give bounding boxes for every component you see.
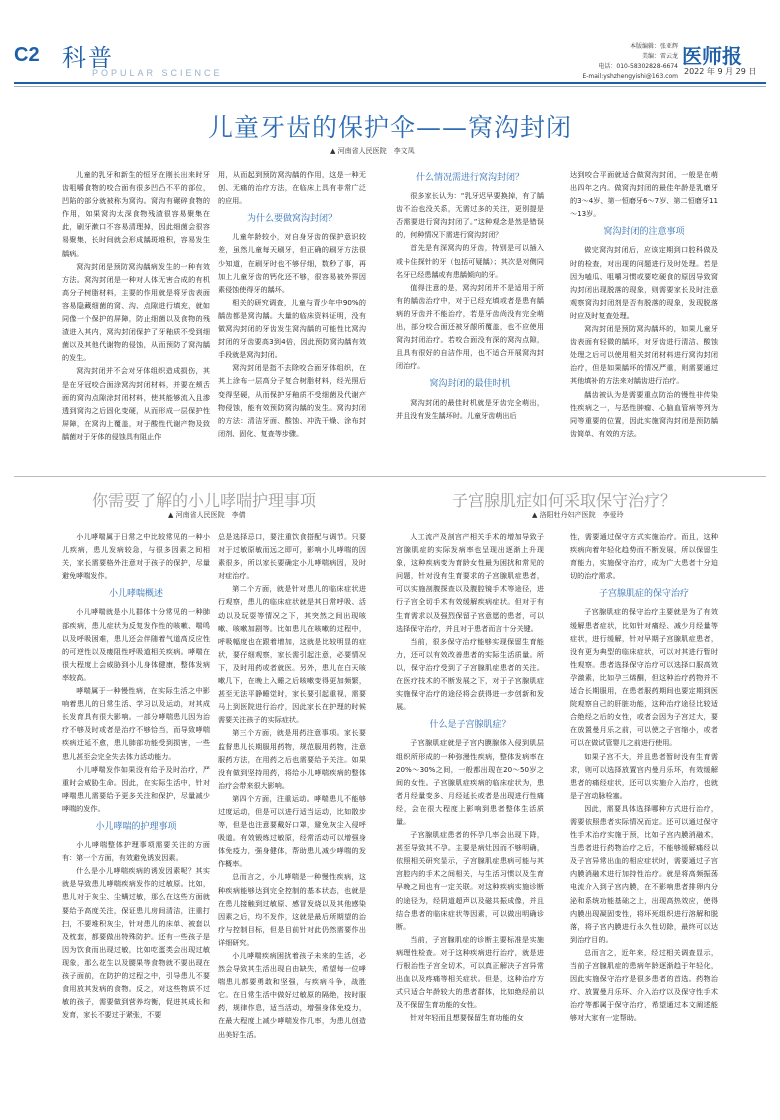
paragraph: 首先是有深窝沟的牙齿，特别是可以插入或卡住探针的牙（包括可疑龋）；其次是对侧同名牙已经患龋或有患龋倾向的牙。 xyxy=(396,243,544,279)
issue-date: 2022 年 9 月 29 日 xyxy=(684,67,757,76)
paragraph: 很多家长认为：“乳牙迟早要换掉，有了龋齿不治也没关系，无需过多的关注，更别提是否需要进行窝沟封闭了。”这种观念是然是错误的，何种情况下需进行窝沟封闭？ xyxy=(396,191,544,240)
paragraph: 值得注意的是，窝沟封闭并不是适用于所有的龋齿治疗中，对于已经充填或者是患有龋病的牙齿并不能治疗，若是牙齿尚没有完全萌出，部分咬合面还被牙龈所覆盖，也不应使用窝沟封闭治疗。若咬合面没有深的窝沟点隙，且具有很好的自洁作用，也不适合开展窝沟封闭治疗。 xyxy=(396,282,544,371)
subheading: 什么情况需进行窝沟封闭？ xyxy=(415,173,524,183)
paragraph: 相关的研究调查，儿童与青少年中90%的龋齿都是窝沟龋。大量的临床资料证明，没有做窝沟封闭的牙齿发生窝沟龋的可能性比窝沟封闭的牙齿要高3到4倍，因此预防窝沟龋有效手段就是窝沟封闭。 xyxy=(218,297,366,360)
paragraph: 第三个方面，就是用药注意事项。家长要监督患儿长期服用药物，规范服用药物，注意服药方法，在用药之后也需要给予关注。如果没有做到坚持用药，将给小儿哮喘疾病的整体治疗会带来很大影响。 xyxy=(218,728,366,790)
paragraph: 达到咬合平面就适合做窝沟封闭，一般是在萌出四年之内。做窝沟封闭的最佳年龄是乳磨牙的3～4岁、第一恒磨牙6～7岁、第二恒磨牙11～13岁。 xyxy=(570,170,718,219)
article2-col1 xyxy=(62,530,210,1105)
editor: 本版编辑：张亚辉 xyxy=(629,43,678,50)
email: E-mail:yshzhengyishi@163.com xyxy=(582,73,678,80)
article3-col1 xyxy=(396,530,544,1105)
article1-title: 儿童牙齿的保护伞——窝沟封闭 xyxy=(207,113,572,142)
paragraph: 什么是小儿哮喘疾病的诱发因素呢？其实就是导致患儿哮喘疾病发作的过敏原。比如，患儿对于灰尘、尘螨过敏，那么在这些方面就要给予高度关注，保证患儿房间清洁，注重打扫，不要堆积灰尘，针对患儿的床单、被套以及枕套，都要做出特殊防护。还有一些孩子是因为饮食而出现过敏，比如吃蛋类会出现过敏现象，那么花生以及腰果等食物就不要出现在孩子面前，在防护的过程之中，引导患儿不要食用放其发病的食物。反之，对这些物质不过敏的孩子，需要做到营养均衡，促进其成长和发育，家长不要过于紧张，不要 xyxy=(62,866,210,1020)
article2-title: 你需要了解的小儿哮喘护理事项 xyxy=(92,491,317,510)
paragraph: 窝沟封闭是指不去除咬合面牙体组织，在其上涂布一层高分子复合树脂材料，经光照后变得坚硬，从而保护牙釉质不受细菌及代谢产物侵蚀，能有效预防窝沟龋的发生。窝沟封闭的方法：清洁牙面、酸蚀、冲洗干燥、涂布封闭剂、固化、复查等步骤。 xyxy=(218,363,366,438)
paragraph: 针对年轻而且想要保留生育功能的女 xyxy=(410,1013,524,1023)
paragraph: 总而言之，小儿哮喘是一种慢性疾病，这种疾病能够达到完全控制的基本状态，也就是在患儿接触到过敏原、感冒发烧以及其他感染因素之后，均不发作，这就是最后所期望的治疗与控制目标，但是目前针对此仍然需要作出详细研究。 xyxy=(218,872,366,947)
subheading: 子宫腺肌症的保守治疗 xyxy=(598,589,689,600)
article1-col3 xyxy=(396,168,544,468)
phone: 电话：010-58302828-6674 xyxy=(598,63,678,70)
subheading: 小儿哮喘概述 xyxy=(108,589,163,600)
article3-author: ▲ 洛阳牡丹妇产医院 李爱玲 xyxy=(532,511,624,519)
paragraph: 小儿哮喘属于日常之中比较常见的一种小儿疾病，患儿发病较急，与很多因素之间相关，家长需要格外注意对于孩子的保护，尽量避免哮喘发作。 xyxy=(62,532,210,581)
paragraph: 窝沟封闭是预防窝沟龋坏的，如果儿童牙齿表面有轻微的龋坏，对牙齿进行清洁、酸蚀处理之后可以使用相关封闭材料进行窝沟封闭治疗，但是如果龋坏的情况严重，则需要通过其他填补的方法来对龋齿进行治疗。 xyxy=(570,324,718,386)
subheading: 为什么要做窝沟封闭？ xyxy=(246,214,337,225)
paragraph: 子宫腺肌症患者的怀孕几率会出现下降，甚至导致其不孕。主要是病灶因而不够明确，依照相关研究显示，子宫腺肌症患病可能与其宫腔内的手术之间相关，与生活习惯以及生育早晚之间也有一定关联。对这种疾病实施诊断的途径为，经阴道超声以及磁共振成像，并且结合患者的临床症状等因素，可以做出明确诊断。 xyxy=(396,830,544,931)
paragraph: 子宫腺肌症就是子宫内膜腺体入侵到肌层组织所形成的一种弥漫性疾病，整体发病率在20%～30%之间，一般都出现在20～50岁之间的女性。子宫腺肌症疾病的临床症状为，患者月经量变多、月经延长或者是出现进行性痛经，会在很大程度上影响到患者整体生活质量。 xyxy=(396,738,544,826)
paragraph: 小儿哮喘就是小儿群体十分常见的一种肺部疾病，患儿症状为反复发作性的咳嗽、喘鸣以及呼吸困难，患儿还会伴随着气道高反应性的可逆性以及瘘阻性呼吸道相关疾病。哮喘在很大程度上会威胁到小儿身体健康，整体发病率较高。 xyxy=(62,607,210,682)
paragraph: 当前，子宫腺肌症的诊断主要标准是实施病理性检查。对于这种疾病进行治疗，就是进行根治性子宫全切术，可以真正解决子宫异常出血以及疼痛等相关症状。但是，这种治疗方式只适合年龄较大的患者群体，比如绝经前以及不保留生育功能的女性。 xyxy=(396,934,544,1010)
masthead-rule-thin xyxy=(14,86,766,87)
subheading: 窝沟封闭的最佳时机 xyxy=(429,379,511,390)
article2-col2 xyxy=(218,530,366,1105)
paragraph: 第四个方面，注重运动。哮喘患儿不能够过度运动，但是可以进行适当运动，比如散步等，但是也注意要戴好口罩，避免灰尘入侵呼吸道。有效锻炼过敏原，经常活动可以增强身体免疫力，强身健体，帮助患儿减少哮喘的发作概率。 xyxy=(218,793,366,869)
paragraph: 窝沟封闭是预防窝沟龋病发生的一种有效方法。窝沟封闭是一种对人体无害合成的有机高分子树脂材料，主要的作用就是将牙齿表面容易隐藏细菌的窝、沟、点隙进行填充，就如同像一个保护的屏障，防止细菌以及食物的残渣进入其内，窝沟封闭保护了牙釉质不受到细菌以及其他代谢物的侵蚀，从而预防了窝沟龋的发生。 xyxy=(62,261,210,363)
article1-col1 xyxy=(62,168,210,468)
paragraph: 做完窝沟封闭后，应该定期到口腔科做及时的检查，对出现的问题进行及时处理。若是因为嗑瓜、咀嚼习惯或要吃硬食的原因导致窝沟封闭出现脱落的现象，则需要家长及时注意观察窝沟封闭剂是否有脱落的现象，发现脱落时应及时复查处理。 xyxy=(570,245,718,320)
section-divider xyxy=(14,476,766,477)
brand-logo: 医师报 xyxy=(682,44,742,68)
paragraph: 当前，很多保守治疗能够实现保留生育能力，还可以有效改善患者的实际生活质量。所以，保守治疗受到了子宫腺肌症患者的关注。在医疗技术的不断发展之下，对于子宫腺肌症实施保守治疗的途径将会获得进一步创新和发展。 xyxy=(396,636,544,712)
paragraph: 性，需要通过保守方式实施治疗。而且，这种疾病向着年轻化趋势而不断发展，所以保留生育能力，实施保守治疗，成为广大患者十分迫切的治疗需求。 xyxy=(570,532,718,581)
masthead-rule xyxy=(14,82,766,84)
article1-author: ▲ 河南省人民医院 李文凤 xyxy=(330,147,415,155)
paragraph: 如果子宫不大，并且患者暂时没有生育需求，则可以选择放置宫内曼月乐环，有效缓解患者的痛经症状，还可以实施介入治疗，也就是子宫动脉栓塞。 xyxy=(570,751,718,800)
paragraph: 小儿哮喘整体护理事项需要关注的方面有：第一个方面，有效避免诱发因素。 xyxy=(62,840,210,863)
paragraph: 龋齿被认为是需要重点防治的慢性非传染性疾病之一，与恶性肿瘤、心脑血管病等列为同等重要的位置，因此实施窝沟封闭是预防龋齿简单、有效的方法。 xyxy=(570,389,718,438)
paragraph: 哮喘属于一种慢性病，在实际生活之中影响着患儿的日常生活、学习以及运动，对其成长发育具有很大影响。一部分哮喘患儿因为治疗不够及时或者是治疗不够恰当，而导致哮喘疾病迁延不愈，患儿肺部功能受到损害，一些患儿甚至会完全失去体力活动能力。 xyxy=(62,686,210,761)
article1-col4 xyxy=(570,168,718,468)
subheading: 窝沟封闭的注意事项 xyxy=(603,227,685,238)
paragraph: 因此，需要具体选择哪种方式进行治疗，需要依照患者实际情况而定。还可以通过保守性手术治疗实施于预，比如子宫内膜消融术，当患者进行药物治疗之后，不能够缓解痛经以及子宫异常出血的相应症状时，需要通过子宫内膜消融术进行加持性治疗。就是将高频振荡电流介入到子宫内膜，在不影响患者排卵内分泌和系统功能基础之上，出现高热效应，使得内膜出现凝固变性，将坏死组织进行溶解和脱落，将子宫内膜进行永久性切除，最终可以达到治疗目的。 xyxy=(570,803,718,944)
article3-title: 子宫腺肌症如何采取保守治疗？ xyxy=(452,491,677,510)
section-title: 科普 xyxy=(62,44,114,72)
article3-col2 xyxy=(570,530,718,1105)
paragraph: 子宫腺肌症的保守治疗主要就是为了有效缓解患者症状，比如针对痛经、减少月经量等症状，进行缓解，针对早期子宫腺肌症患者，没有更为典型的临床症状，可以对其进行暂时性观察。患者选择保守治疗可以选择口服高效孕激素，比如孕三烯酮，但这种治疗药物并不适合长期服用，在患者服药期间也要定期到医院观察自己的肝脏功能，这种治疗途径比较适合绝经之后的女性，或者会因为子宫过大，要在放置曼月乐之前，可以使之子宫缩小，或者可以在做试管婴儿之前进行使用。 xyxy=(570,607,718,748)
paragraph: 小儿哮喘发作如果没有给予及时治疗，严重时会威胁生命。因此，在实际生活中，针对哮喘患儿需要给予更多关注和保护，尽量减少哮喘的发作。 xyxy=(62,764,210,813)
article2-author: ▲ 河南省人民医院 李倩 xyxy=(168,511,246,519)
page-number: C2 xyxy=(14,44,40,66)
paragraph: 总而言之，近年来，经过相关调查显示，当前子宫腺肌症的患病年龄逐渐趋于年轻化，因此实施保守治疗是很多患者的首选。药物治疗、放置曼月乐环、介入治疗以及保守性手术治疗等都属于保守治疗，希望通过本文阐述能够对大家有一定帮助。 xyxy=(570,947,718,1023)
paragraph: 人工流产及剖宫产相关手术的增加导致子宫腺肌症的实际发病率也呈现出逐渐上升现象，这种疾病变为育龄女性最为困扰和常见的问题，针对没有生育要求的子宫腺肌症患者，可以实施剖腹探查以及腹腔镜手术等途径，进行子宫全切手术有效缓解疾病症状。但对于有生育需求以及强烈保留子宫意愿的患者，可以选择保守治疗，并且对于患者而言十分关键。 xyxy=(396,532,544,633)
subheading: 什么是子宫腺肌症？ xyxy=(429,720,511,731)
article1-col2 xyxy=(218,168,366,468)
subheading: 小儿哮喘的护理事项 xyxy=(95,821,177,832)
paragraph: 窝沟封闭的最佳时机就是牙齿完全萌出，并且没有发生龋坏时。儿童牙齿萌出后 xyxy=(396,397,544,420)
paragraph: 第二个方面，就是针对患儿的临床症状进行观察，患儿的临床症状就是其日常呼吸、活动以及玩耍等情况之下，其突然之间出现咳嗽、咳嗽加剧等。比如患儿在咳嗽的过程中，呼吸幅度也在跟着增加，这就是比较明显的症状，要仔细观察，家长需引起注意，必要情况下，及时用药或者就医。另外，患儿在白天咳嗽几下，在晚上入睡之后咳嗽变得更加频繁，甚至无法平静睡觉时，家长要引起重视，需要马上到医院进行治疗，因此家长在护理的时候需要关注孩子的实际症状。 xyxy=(218,584,366,725)
paragraph: 儿童的乳牙和新生的恒牙在刚长出来时牙齿咀嚼食物的咬合面有很多凹凸不平的部位，凹陷的部分就被称为窝沟。窝沟有碾碎食物的作用，如果窝沟太深食物残渣很容易聚集在此，刷牙漱口不容易清理掉，因此细菌会很容易聚集，长时间就会形成龋斑堆积，容易发生龋病。 xyxy=(62,170,210,258)
paragraph: 总是选择忌口，要注重饮食搭配与调节。只要对于过敏原敏而远之即可，影响小儿哮喘的因素很多，所以家长要确定小儿哮喘病因，及时对症治疗。 xyxy=(218,532,366,581)
designer: 美编：雷云龙 xyxy=(641,53,678,60)
section-title-en: POPULAR SCIENCE xyxy=(92,68,223,78)
masthead-info xyxy=(560,42,678,82)
paragraph: 儿童年龄较小，对自身牙齿的保护意识较差，虽然儿童每天刷牙，但正确的刷牙方法很少知道，在刷牙时也不够仔细，数秒了事，再加上儿童牙齿的钙化还不够，很容易被外界因素侵蚀使得牙的龋坏。 xyxy=(218,232,366,294)
paragraph: 小儿哮喘疾病困扰着孩子未来的生活，必然会导致其生活出现自由缺失，希望每一位哮喘患儿都要勇敢和坚强，与疾病斗争，战胜它。在日常生活中做好过敏原的隔绝，按时服药，规律作息，适当活动，增强身体免疫力，在最大程度上减少哮喘发作几率，为患儿创造出美好生活。 xyxy=(218,951,366,1039)
paragraph: 用，从而起到预防窝沟龋的作用，这是一种无创、无痛的治疗方法，在临床上具有非常广泛的应用。 xyxy=(218,170,366,206)
paragraph: 窝沟封闭并不会对牙体组织造成损伤，其是在牙冠咬合面涂窝沟封闭材料，并要在颊舌面的窝沟点隙涂封闭材料，使其能够流入且渗透到窝沟之后固化变硬，从而形成一层保护性屏障，在窝沟上覆盖，对于酸性代谢产物及致龋菌对于牙体的侵蚀具有阻止作 xyxy=(62,366,210,441)
